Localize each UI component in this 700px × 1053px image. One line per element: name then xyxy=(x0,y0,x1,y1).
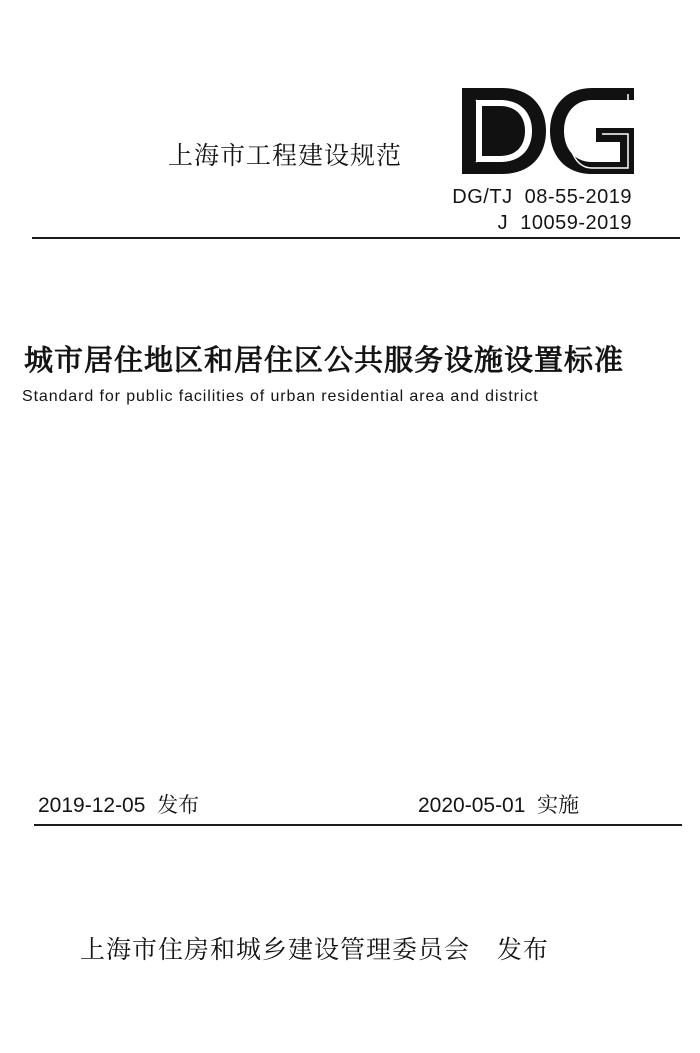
publish-label: 发布 xyxy=(496,935,549,964)
issue-date: 2019-12-05 xyxy=(38,794,146,817)
document-title-chinese: 城市居住地区和居住区公共服务设施设置标准 xyxy=(24,343,625,377)
implementation-date: 2020-05-01 xyxy=(418,794,526,817)
middle-divider xyxy=(34,824,682,826)
issue-date-line xyxy=(38,789,199,819)
implementation-label: 实施 xyxy=(537,794,580,817)
publisher-name: 上海市住房和城乡建设管理委员会 xyxy=(80,935,471,964)
implementation-date-line xyxy=(418,789,579,819)
top-divider xyxy=(32,237,680,239)
publisher-line xyxy=(80,930,549,966)
standard-code: DG/TJ 08-55-2019 xyxy=(452,186,632,208)
dg-logo xyxy=(460,86,636,176)
document-title-english: Standard for public facilities of urban residential area and district xyxy=(22,388,539,405)
record-code: J 10059-2019 xyxy=(497,212,632,234)
series-title: 上海市工程建设规范 xyxy=(168,141,403,170)
issue-label: 发布 xyxy=(157,794,200,817)
